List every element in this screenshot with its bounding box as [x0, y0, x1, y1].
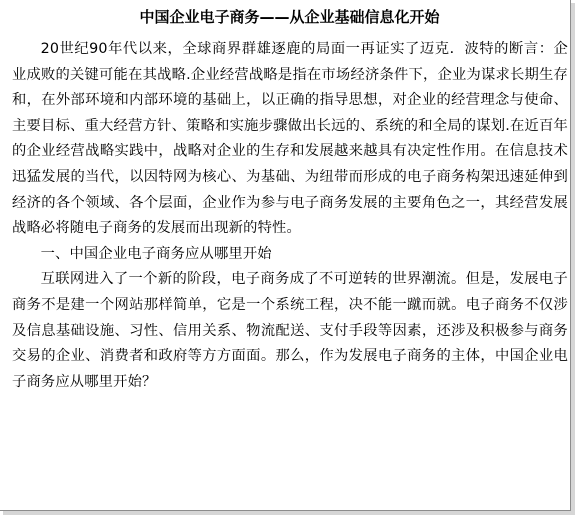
- paragraph-intro: 20世纪90年代以来，全球商界群雄逐鹿的局面一再证实了迈克．波特的断言：企业成败的关键可能在其战略.企业经营战略是指在市场经济条件下，企业为谋求长期生存和，在外部环境和内部环境的基础上，以正确的指导思想，对企业的经营理念与使命、主要目标、重大经营方针、策略和实施步骤做出长远的、系统的和全局的谋划.在近百年的企业经营战略实践中，战略对企业的生存和发展越来越具有决定性作用。在信息技术迅猛发展的当代，以因特网为核心、为基础、为纽带而形成的电子商务构架迅速延伸到经济的各个领域、各个层面，企业作为参与电子商务发展的主要角色之一，其经营发展战略必将随电子商务的发展而出现新的特性。: [12, 41, 568, 237]
- section-heading: 一、中国企业电子商务应从哪里开始: [40, 245, 272, 262]
- page-shadow-bottom: [3, 511, 575, 515]
- document-body: [12, 37, 568, 395]
- document-title: 中国企业电子商务——从企业基础信息化开始: [139, 8, 440, 26]
- page-shadow-right: [571, 3, 575, 515]
- paragraph-section-1: 互联网进入了一个新的阶段，电子商务成了不可逆转的世界潮流。但是，发展电子商务不是建一个网站那样简单，它是一个系统工程，决不能一蹴而就。电子商务不仅涉及信息基础设施、习性、信用关系、物流配送、支付手段等因素，还涉及积极参与商务交易的企业、消费者和政府等方方面面。那么，作为发展电子商务的主体，中国企业电子商务应从哪里开始？: [12, 271, 568, 390]
